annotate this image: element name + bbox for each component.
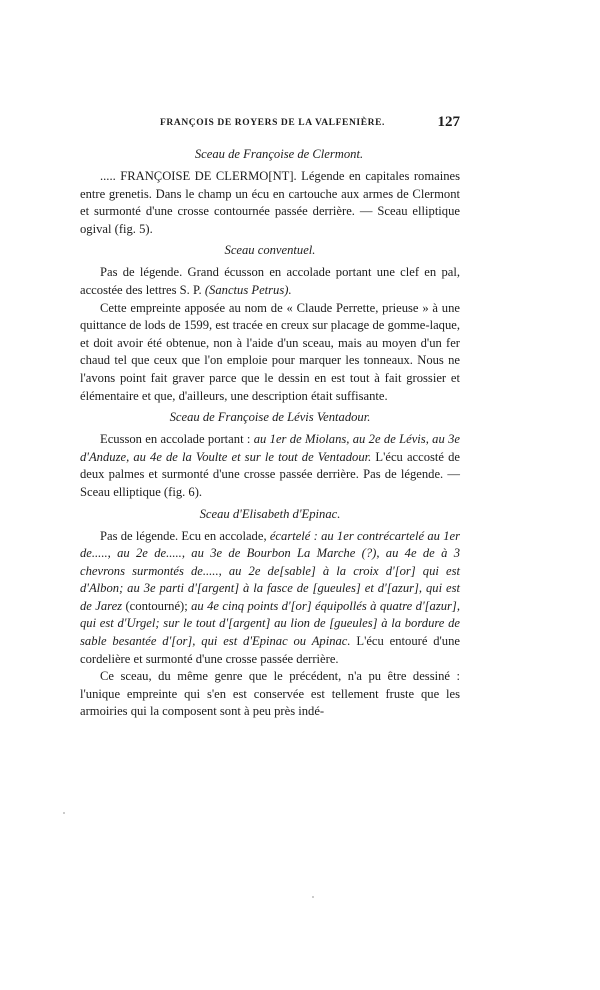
paragraph-text: Ecusson en accolade portant : [100,432,254,447]
paper-speck [63,812,65,814]
paragraph [80,431,460,501]
running-head [80,114,460,134]
paragraph-text: Pas de légende. Ecu en accolade, [100,528,270,543]
body-text [80,146,460,721]
paper-speck [312,896,314,898]
paragraph [80,528,460,669]
paragraph-text: L'écu entouré d'une cordelière et surmonté d'une crosse passée derrière. [80,634,460,666]
paragraph: Cette empreinte apposée au nom de « Claude Perrette, prieuse » à une quittance de lods de 1599, est tracée en creux sur placage de gomme-laque, et doit avoir été obtenue, non à l'aide d'un sceau, mais au moyen d'un fer chaud tel que ceux que l'on emploie pour marquer les tonneaux. Nous ne l'avons point fait graver parce que le dessin en est tout à fait grossier et élémentaire et que, d'ailleurs, une description était suffisante. [80,300,460,403]
paragraph-italic: (Sanctus Petrus). [204,282,292,297]
section-heading: Sceau de Françoise de Clermont. [194,147,364,161]
paragraph: ..... FRANÇOISE DE CLERMO[NT]. Légende en capitales romaines entre grenetis. Dans le champ un écu en cartouche aux armes de Clermont et surmonté d'une crosse contournée passée derrière. — Sceau elliptique ogival (fig. 5). [80,169,460,236]
paragraph-text: L'écu accosté de deux palmes et surmonté d'une crosse passée derrière. Pas de légende. — Sceau elliptique (fig. 6). [80,449,460,499]
section-heading: Sceau de Françoise de Lévis Ventadour. [169,410,371,425]
paragraph-text: (contourné); [122,598,192,613]
paragraph-italic: au 4e cinq points d'[or] équipollés à quatre d'[azur], qui est d'Urgel; sur le tout d'[argent] au lion de [gueules] à la bordure de sable besantée d'[or], qui est d'Epinac ou Apinac. [80,598,460,649]
paragraph-italic: écartelé : au 1er contrécartelé au 1er de....., au 2e de....., au 3e de Bourbon La Marche (?), au 4e de à 3 chevrons surmontés de....., au 2e de[sable] à la croix d'[or] qui est d'Albon; au 3e parti d'[argent] à la fasce de [gueules] et d'[azur], qui est de Jarez [80,528,460,613]
paragraph-text: Pas de légende. Grand écusson en accolade portant une clef en pal, accostée des lettres S. P. [80,265,460,297]
running-title: FRANÇOIS DE ROYERS DE LA VALFENIÈRE. [160,118,386,128]
page-number: 127 [437,114,460,130]
section-heading: Sceau conventuel. [224,243,316,258]
paragraph: Ce sceau, du même genre que le précédent, n'a pu être dessiné : l'unique empreinte qui s'en est conservée est tellement fruste que les armoiries qui la composent sont à peu près indé- [80,669,460,719]
section-heading: Sceau d'Elisabeth d'Epinac. [199,506,341,521]
paragraph [80,264,460,299]
paragraph-italic: au 1er de Miolans, au 2e de Lévis, au 3e d'Anduze, au 4e de la Voulte et sur le tout de Ventadour. [80,432,460,464]
